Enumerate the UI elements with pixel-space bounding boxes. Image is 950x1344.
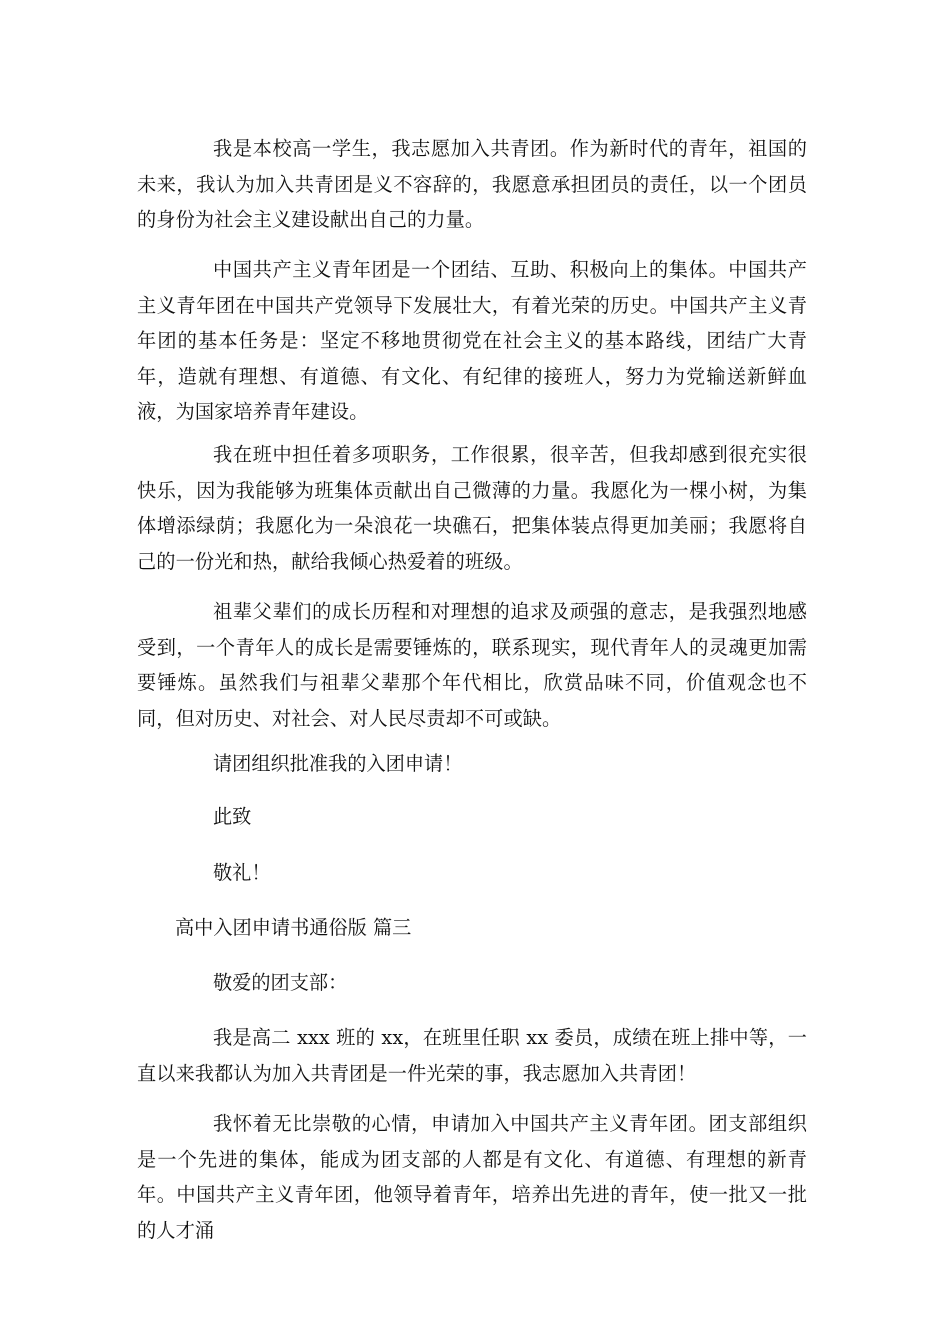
closing-jing-li: 敬礼！ <box>213 861 271 884</box>
request-line: 请团组织批准我的入团申请！ <box>213 752 463 775</box>
paragraph-1: 我是本校高一学生，我志愿加入共青团。作为新时代的青年，祖国的未来，我认为加入共青团是义不容辞的，我愿意承担团员的责任，以一个团员的身份为社会主义建设献出自己的力量。 <box>137 137 807 231</box>
salutation: 敬爱的团支部： <box>213 971 348 994</box>
paragraph-5: 我是高二 xxx 班的 xx，在班里任职 xx 委员，成绩在班上排中等，一直以来我都认为加入共青团是一件光荣的事，我志愿加入共青团！ <box>137 1026 807 1085</box>
paragraph-6: 我怀着无比崇敬的心情，申请加入中国共产主义青年团。团支部组织是一个先进的集体，能成为团支部的人都是有文化、有道德、有理想的新青年。中国共产主义青年团，他领导着青年，培养出先进的青年，使一批又一批的人才涌 <box>137 1112 807 1242</box>
closing-ci-zhi: 此致 <box>213 805 252 828</box>
paragraph-4: 祖辈父辈们的成长历程和对理想的追求及顽强的意志，是我强烈地感受到，一个青年人的成长是需要锤炼的，联系现实，现代青年人的灵魂更加需要锤炼。虽然我们与祖辈父辈那个年代相比，欣赏品味不同，价值观念也不同，但对历史、对社会、对人民尽责却不可或缺。 <box>137 600 807 730</box>
paragraph-2: 中国共产主义青年团是一个团结、互助、积极向上的集体。中国共产主义青年团在中国共产党领导下发展壮大，有着光荣的历史。中国共产主义青年团的基本任务是：坚定不移地贯彻党在社会主义的基本路线，团结广大青年，造就有理想、有道德、有文化、有纪律的接班人，努力为党输送新鲜血液，为国家培养青年建设。 <box>137 258 807 423</box>
paragraph-3: 我在班中担任着多项职务，工作很累，很辛苦，但我却感到很充实很快乐，因为我能够为班集体贡献出自己微薄的力量。我愿化为一棵小树，为集体增添绿荫；我愿化为一朵浪花一块礁石，把集体装点得更加美丽；我愿将自己的一份光和热，献给我倾心热爱着的班级。 <box>137 443 807 573</box>
section-title: 高中入团申请书通俗版 篇三 <box>175 916 412 939</box>
